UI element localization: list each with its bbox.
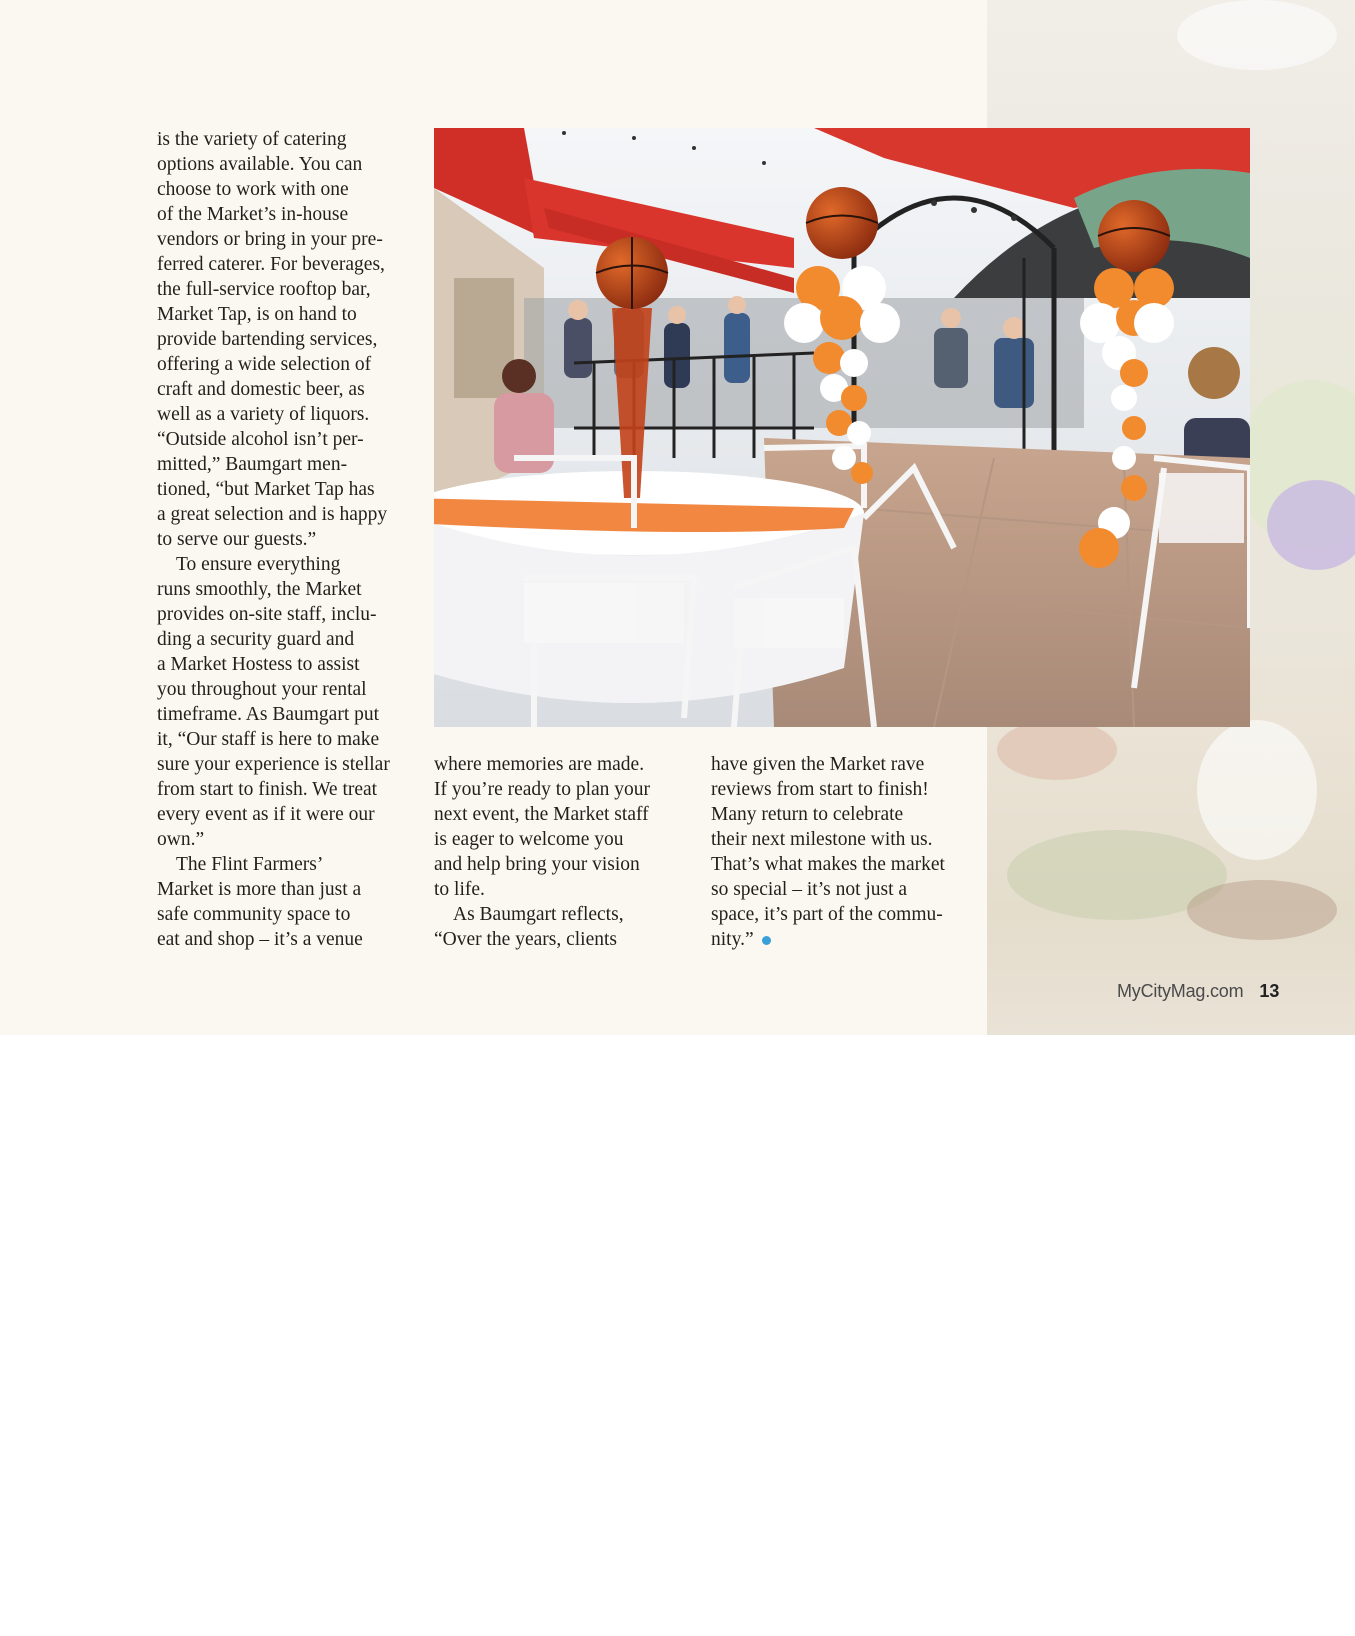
- text-line: next event, the Market staff: [434, 804, 649, 825]
- text-line: Market Tap, is on hand to: [157, 304, 357, 325]
- text-line: timeframe. As Baumgart put: [157, 704, 380, 725]
- text-line: mitted,” Baumgart men-: [157, 454, 348, 475]
- paragraph: [157, 127, 407, 552]
- end-mark-icon: [762, 936, 771, 945]
- text-line: Market is more than just a: [157, 879, 362, 900]
- text-line: have given the Market rave: [711, 754, 925, 775]
- text-line: choose to work with one: [157, 179, 349, 200]
- text-line: If you’re ready to plan your: [434, 779, 651, 800]
- text-line: provides on-site staff, inclu-: [157, 604, 377, 625]
- text-line: to serve our guests.”: [157, 529, 317, 550]
- text-line: provide bartending services,: [157, 329, 378, 350]
- text-column-2: [434, 752, 684, 952]
- text-line: vendors or bring in your pre-: [157, 229, 383, 250]
- text-line: ding a security guard and: [157, 629, 355, 650]
- paragraph: [434, 752, 684, 902]
- text-column-1: [157, 127, 407, 952]
- event-photo: [434, 128, 1250, 727]
- text-line: well as a variety of liquors.: [157, 404, 370, 425]
- text-line: craft and domestic beer, as: [157, 379, 365, 400]
- page-number: 13: [1259, 981, 1280, 1001]
- text-line: Many return to celebrate: [711, 804, 904, 825]
- text-line: a Market Hostess to assist: [157, 654, 360, 675]
- text-line: a great selection and is happy: [157, 504, 388, 525]
- site-name[interactable]: MyCityMag.com: [1117, 981, 1244, 1001]
- text-line: own.”: [157, 829, 205, 850]
- text-line: sure your experience is stellar: [157, 754, 390, 775]
- text-line: is eager to welcome you: [434, 829, 624, 850]
- text-line: you throughout your rental: [157, 679, 367, 700]
- paragraph: [711, 752, 961, 952]
- text-line: tioned, “but Market Tap has: [157, 479, 375, 500]
- page-footer: [1117, 981, 1279, 1002]
- text-line: That’s what makes the market: [711, 854, 945, 875]
- text-line: every event as if it were our: [157, 804, 375, 825]
- text-line: is the variety of catering: [157, 129, 347, 150]
- text-line: ferred caterer. For beverages,: [157, 254, 385, 275]
- text-line: “Outside alcohol isn’t per-: [157, 429, 364, 450]
- paragraph: [434, 902, 684, 952]
- text-line: eat and shop – it’s a venue: [157, 929, 363, 950]
- text-line: their next milestone with us.: [711, 829, 933, 850]
- text-line: To ensure everything: [176, 554, 341, 575]
- text-line: so special – it’s not just a: [711, 879, 908, 900]
- text-line: reviews from start to finish!: [711, 779, 929, 800]
- paragraph: [157, 552, 407, 852]
- text-line: runs smoothly, the Market: [157, 579, 362, 600]
- rooftop-event-illustration: [434, 128, 1250, 727]
- text-line: from start to finish. We treat: [157, 779, 378, 800]
- text-line: where memories are made.: [434, 754, 645, 775]
- text-line: of the Market’s in-house: [157, 204, 349, 225]
- text-line: to life.: [434, 879, 485, 900]
- text-line: As Baumgart reflects,: [453, 904, 624, 925]
- text-line: offering a wide selection of: [157, 354, 372, 375]
- text-column-3: [711, 752, 961, 952]
- text-line: options available. You can: [157, 154, 363, 175]
- text-line: “Over the years, clients: [434, 929, 618, 950]
- text-line: and help bring your vision: [434, 854, 640, 875]
- text-line: the full-service rooftop bar,: [157, 279, 371, 300]
- text-line: it, “Our staff is here to make: [157, 729, 380, 750]
- paragraph: [157, 852, 407, 952]
- text-line: safe community space to: [157, 904, 351, 925]
- text-line: space, it’s part of the commu-: [711, 904, 943, 925]
- last-line-text: nity.”: [711, 929, 754, 950]
- text-line: The Flint Farmers’: [176, 854, 324, 875]
- text-line: [711, 927, 961, 952]
